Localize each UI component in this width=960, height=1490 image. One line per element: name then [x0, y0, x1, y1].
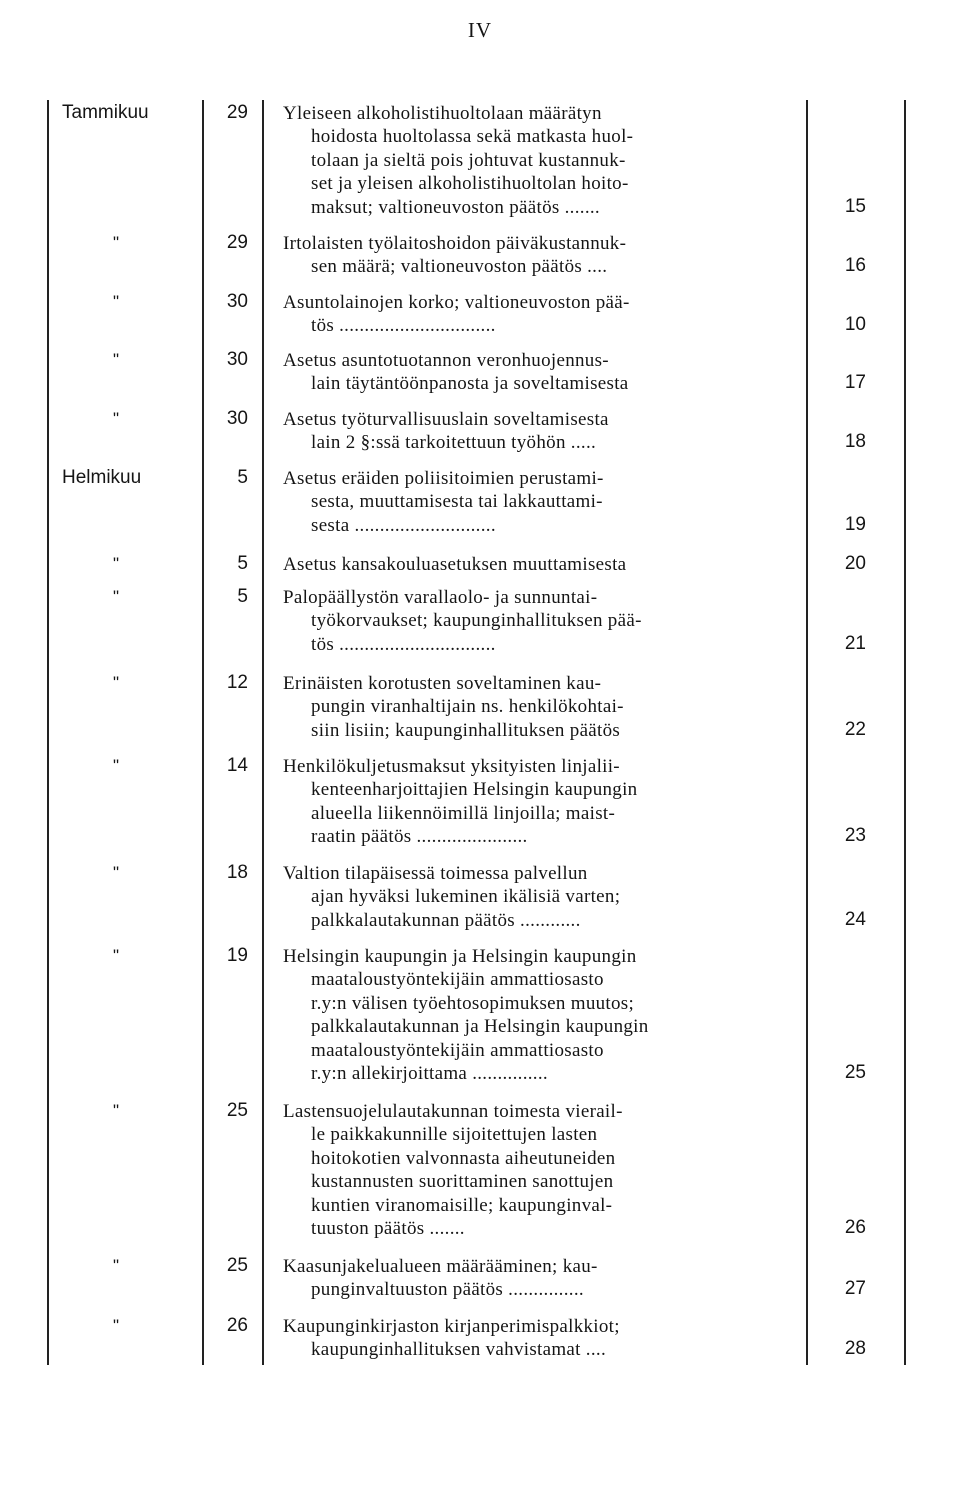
entry-description — [283, 467, 808, 537]
entry-day: 5 — [237, 467, 248, 488]
entry-description-line: maksut; valtioneuvoston päätös ....... — [311, 196, 600, 218]
entry-page-number: 15 — [844, 195, 866, 217]
entry-month: " — [113, 946, 120, 965]
entry-description-line: maataloustyöntekijäin ammattiosasto — [311, 1039, 604, 1061]
entry-description-line: Asetus eräiden poliisitoimien perustami- — [283, 468, 604, 489]
entry-day: 5 — [237, 553, 248, 574]
entry-description-line: ajan hyväksi lukeminen ikälisiä varten; — [311, 886, 621, 908]
entry-day: 30 — [226, 349, 248, 370]
entry-description-line: palkkalautakunnan päätös ............ — [311, 909, 581, 931]
entry-description — [283, 586, 808, 656]
entry-description-line: sen määrä; valtioneuvoston päätös .... — [311, 256, 608, 278]
entry-month: " — [113, 350, 120, 369]
entry-description — [283, 862, 808, 932]
column-rule-right — [904, 100, 906, 1365]
entry-page-number: 28 — [844, 1338, 866, 1360]
entry-description-line: kuntien viranomaisille; kaupunginval- — [311, 1194, 613, 1216]
entry-description-line: sesta, muuttamisesta tai lakkauttami- — [311, 491, 603, 513]
entry-day: 18 — [226, 862, 248, 883]
entry-description-line: set ja yleisen alkoholistihuoltolan hoito- — [311, 173, 629, 195]
entry-description — [283, 408, 808, 455]
entry-day: 12 — [226, 672, 248, 693]
entry-description-line: r.y:n allekirjoittama ............... — [311, 1063, 548, 1085]
entry-month: " — [113, 1101, 120, 1120]
entry-description-line: Asetus kansakouluasetuksen muuttamisesta — [283, 554, 627, 575]
entry-page-number: 20 — [844, 553, 866, 574]
entry-description-line: maataloustyöntekijäin ammattiosasto — [311, 969, 604, 991]
entry-day: 5 — [237, 586, 248, 607]
entry-page-number: 21 — [844, 632, 866, 654]
entry-description-line: le paikkakunnille sijoitettujen lasten — [311, 1124, 598, 1146]
entry-day: 14 — [226, 755, 248, 776]
entry-page-number: 22 — [844, 718, 866, 740]
entry-description — [283, 349, 808, 396]
entry-description-line: Asetus työturvallisuuslain soveltamisesta — [283, 409, 609, 430]
entry-page-number: 24 — [844, 908, 866, 930]
entry-description — [283, 1100, 808, 1240]
entry-description-line: raatin päätös ...................... — [311, 826, 528, 848]
entry-month: " — [113, 863, 120, 882]
entry-month: " — [113, 756, 120, 775]
entry-day: 29 — [226, 102, 248, 123]
entry-description-line: kaupunginhallituksen vahvistamat .... — [311, 1339, 606, 1361]
entry-description-line: Yleiseen alkoholistihuoltolaan määrätyn — [283, 103, 602, 124]
entry-description-line: Erinäisten korotusten soveltaminen kau- — [283, 673, 602, 694]
entry-page-number: 10 — [844, 314, 866, 336]
entry-description-line: Henkilökuljetusmaksut yksityisten linjalii- — [283, 756, 620, 777]
page-number: IV — [467, 18, 493, 42]
entry-day: 29 — [226, 232, 248, 253]
entry-description-line: Helsingin kaupungin ja Helsingin kaupungin — [283, 946, 637, 967]
entry-page-number: 18 — [844, 431, 866, 453]
entry-description-line: tös ............................... — [311, 315, 496, 337]
entry-month: " — [113, 409, 120, 428]
entry-description-line: hoidosta huoltolassa sekä matkasta huol- — [311, 126, 634, 148]
entry-description-line: lain täytäntöönpanosta ja soveltamisesta — [311, 373, 629, 395]
entry-day: 25 — [226, 1255, 248, 1276]
entry-month: Helmikuu — [62, 467, 142, 488]
entry-page-number: 16 — [844, 255, 866, 277]
entry-description — [283, 945, 808, 1085]
entry-day: 30 — [226, 408, 248, 429]
entry-description-line: Palopäällystön varallaolo- ja sunnuntai- — [283, 587, 598, 608]
entry-day: 25 — [226, 1100, 248, 1121]
entry-description — [283, 232, 808, 279]
entry-description-line: pungin viranhaltijain ns. henkilökohtai- — [311, 696, 624, 718]
entry-description — [283, 102, 808, 219]
entry-day: 30 — [226, 291, 248, 312]
entry-description-line: Valtion tilapäisessä toimessa palvellun — [283, 863, 588, 884]
column-rule-left — [47, 100, 49, 1365]
entry-description-line: tös ............................... — [311, 633, 496, 655]
entry-page-number: 27 — [844, 1278, 866, 1300]
entry-description — [283, 672, 808, 742]
entry-description-line: Asuntolainojen korko; valtioneuvoston pää- — [283, 292, 630, 313]
entry-description-line: siin lisiin; kaupunginhallituksen päätös — [311, 719, 621, 741]
entry-description — [283, 291, 808, 338]
entry-description-line: tuuston päätös ....... — [311, 1218, 465, 1240]
entry-description-line: kenteenharjoittajien Helsingin kaupungin — [311, 779, 638, 801]
entry-description-line: punginvaltuuston päätös ............... — [311, 1279, 584, 1301]
entry-month: " — [113, 554, 120, 573]
entry-description-line: Asetus asuntotuotannon veronhuojennus- — [283, 350, 609, 371]
entry-day: 26 — [226, 1315, 248, 1336]
entry-description-line: lain 2 §:ssä tarkoitettuun työhön ..... — [311, 432, 597, 454]
entry-description-line: Lastensuojelulautakunnan toimesta vierail- — [283, 1101, 623, 1122]
entry-page-number: 19 — [844, 513, 866, 535]
entry-description-line: tolaan ja sieltä pois johtuvat kustannuk- — [311, 149, 626, 171]
entry-description-line: alueella liikennöimillä linjoilla; maist- — [311, 802, 616, 824]
entry-description — [283, 553, 808, 576]
entry-description-line: työkorvaukset; kaupunginhallituksen pää- — [311, 610, 642, 632]
entry-description-line: hoitokotien valvonnasta aiheutuneiden — [311, 1147, 616, 1169]
entry-page-number: 25 — [844, 1062, 866, 1083]
entry-month: " — [113, 292, 120, 311]
entry-page-number: 17 — [844, 372, 866, 394]
entry-month: " — [113, 587, 120, 606]
entry-page-number: 23 — [844, 825, 866, 847]
entry-description-line: r.y:n välisen työehtosopimuksen muutos; — [311, 992, 635, 1014]
entry-description-line: Irtolaisten työlaitoshoidon päiväkustannuk- — [283, 233, 627, 254]
entry-month: " — [113, 1316, 120, 1335]
column-rule-month-day — [202, 100, 204, 1365]
entry-description-line: palkkalautakunnan ja Helsingin kaupungin — [311, 1016, 649, 1038]
entry-description — [283, 1255, 808, 1302]
entry-month: " — [113, 673, 120, 692]
entry-description-line: sesta ............................ — [311, 514, 496, 536]
entry-description-line: kustannusten suorittaminen sanottujen — [311, 1171, 614, 1193]
entry-description — [283, 755, 808, 849]
entry-page-number: 26 — [844, 1217, 866, 1238]
entry-description-line: Kaupunginkirjaston kirjanperimispalkkiot; — [283, 1316, 620, 1337]
column-rule-day-text — [262, 100, 264, 1365]
entry-description-line: Kaasunjakelualueen määrääminen; kau- — [283, 1256, 598, 1277]
entry-month: " — [113, 233, 120, 252]
entry-month: Tammikuu — [62, 102, 149, 123]
entry-description — [283, 1315, 808, 1362]
entry-month: " — [113, 1256, 120, 1275]
entry-day: 19 — [226, 945, 248, 966]
